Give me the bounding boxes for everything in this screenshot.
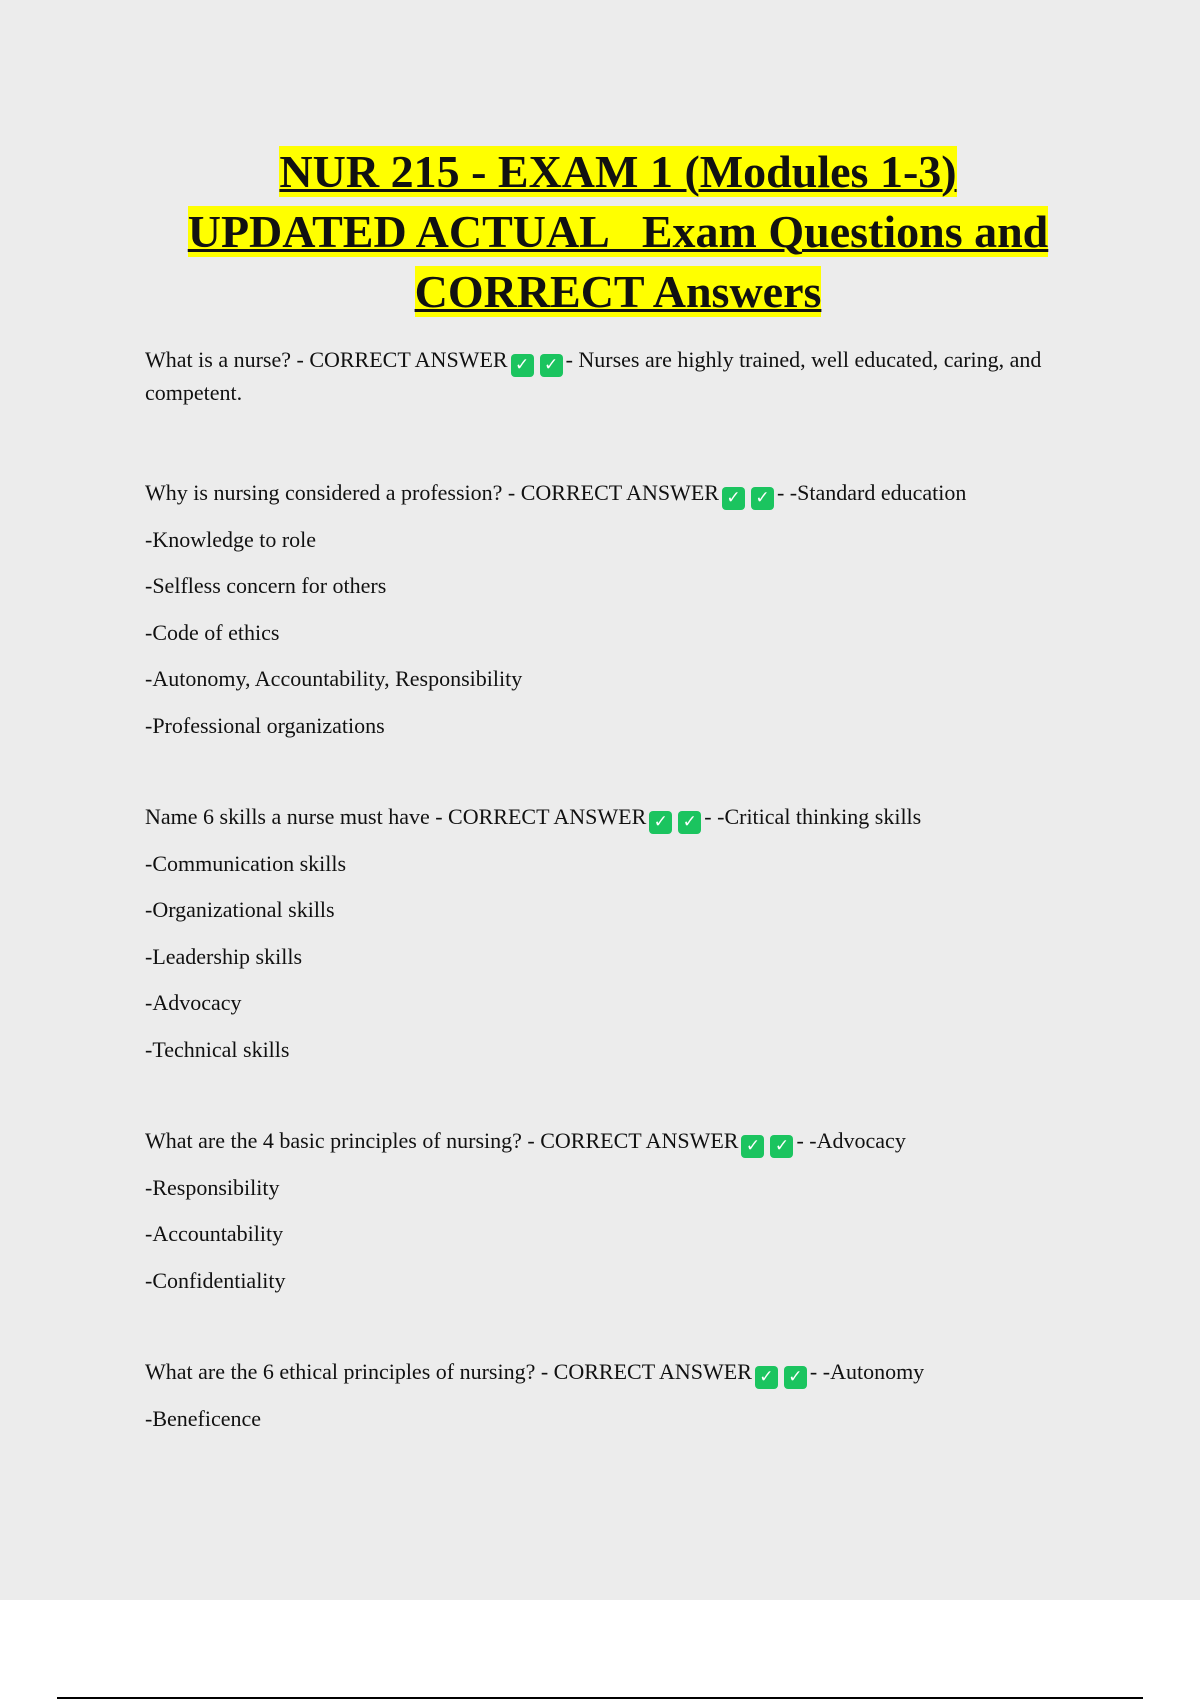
- check-mark-button-icon: ✓: [722, 487, 745, 510]
- question-text: Why is nursing considered a profession? - CORRECT ANSWER: [145, 480, 719, 505]
- answer-text: - Nurses are highly trained, well educated, caring, and competent.: [145, 347, 1042, 405]
- check-mark-button-icon: ✓: [540, 354, 563, 377]
- answer-line: -Communication skills: [145, 850, 347, 876]
- check-mark-button-icon: ✓: [770, 1135, 793, 1158]
- question-line: [145, 470, 1065, 517]
- answer-line: -Advocacy: [145, 990, 242, 1015]
- answer-line: -Autonomy, Accountability, Responsibility: [145, 666, 523, 691]
- qa-item: [145, 344, 1065, 408]
- question-line: [145, 1118, 1065, 1165]
- answer-line: -Organizational skills: [145, 897, 335, 922]
- question-text: What are the 4 basic principles of nursing? - CORRECT ANSWER: [145, 1128, 739, 1153]
- question-line: [145, 1349, 1065, 1396]
- qa-list: [145, 344, 1065, 1487]
- page-title: [80, 142, 1156, 322]
- question-text: What is a nurse? - CORRECT ANSWER: [145, 347, 508, 372]
- answer-line: -Beneficence: [145, 1405, 262, 1431]
- answer-line: -Accountability: [145, 1221, 284, 1246]
- qa-item: [145, 470, 1065, 749]
- check-mark-button-icon: ✓: [784, 1366, 807, 1389]
- question-line: [145, 794, 1065, 841]
- question-text: Name 6 skills a nurse must have - CORRECT ANSWER: [145, 804, 647, 829]
- answer-line: -Responsibility: [145, 1174, 280, 1200]
- check-mark-button-icon: ✓: [751, 487, 774, 510]
- check-mark-button-icon: ✓: [755, 1366, 778, 1389]
- answer-text: - -Autonomy: [809, 1359, 925, 1384]
- qa-item: [145, 794, 1065, 1073]
- question-line: [145, 344, 1065, 408]
- answer-text: - -Standard education: [776, 480, 967, 505]
- answer-line: -Selfless concern for others: [145, 573, 387, 598]
- answer-line: -Knowledge to role: [145, 526, 317, 552]
- check-mark-button-icon: ✓: [678, 811, 701, 834]
- check-mark-button-icon: ✓: [511, 354, 534, 377]
- title-line-1: NUR 215 - EXAM 1 (Modules 1-3): [279, 146, 957, 197]
- check-mark-button-icon: ✓: [649, 811, 672, 834]
- answer-line: -Professional organizations: [145, 712, 385, 738]
- qa-item: [145, 1349, 1065, 1442]
- answer-line: -Technical skills: [145, 1036, 290, 1062]
- title-line-3: CORRECT Answers: [414, 266, 822, 317]
- answer-text: - -Advocacy: [796, 1128, 906, 1153]
- answer-line: -Confidentiality: [145, 1267, 286, 1293]
- check-mark-button-icon: ✓: [741, 1135, 764, 1158]
- answer-line: -Code of ethics: [145, 619, 280, 645]
- page-divider: [57, 1697, 1143, 1699]
- qa-item: [145, 1118, 1065, 1304]
- answer-text: - -Critical thinking skills: [704, 804, 922, 829]
- answer-line: -Leadership skills: [145, 943, 303, 969]
- title-line-2: UPDATED ACTUAL Exam Questions and: [187, 206, 1049, 257]
- question-text: What are the 6 ethical principles of nursing? - CORRECT ANSWER: [145, 1359, 752, 1384]
